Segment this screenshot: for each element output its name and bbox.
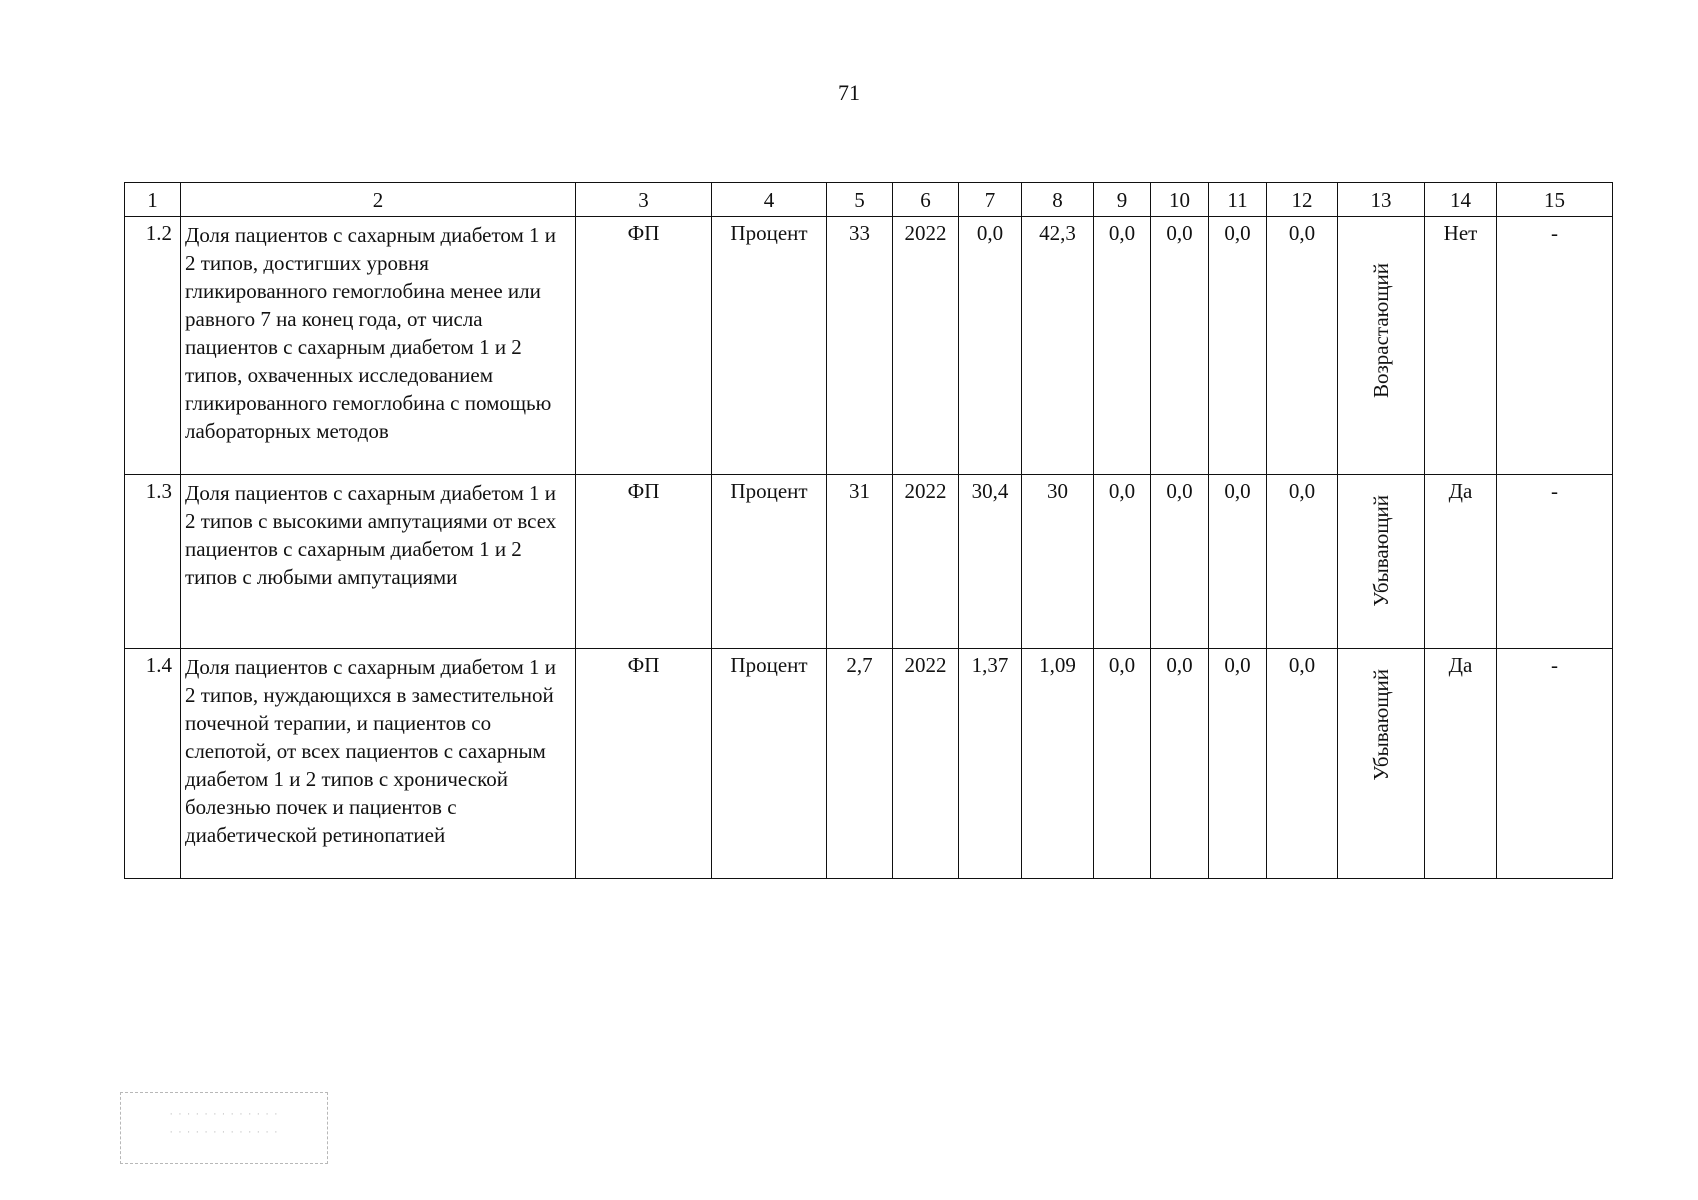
base-year: 2022	[893, 217, 959, 475]
base-year: 2022	[893, 475, 959, 649]
value-col-7: 30,4	[959, 475, 1022, 649]
value-col-12: 0,0	[1267, 217, 1338, 475]
unit-of-measure: Процент	[712, 649, 827, 879]
column-header: 3	[576, 183, 712, 217]
indicator-description: Доля пациентов с сахарным диабетом 1 и 2 типов с высокими ампутациями от всех пациентов с сахарным диабетом 1 и 2 типов с любыми ампутациями	[181, 475, 576, 649]
value-col-15: -	[1497, 217, 1613, 475]
cumulative-flag: Да	[1425, 649, 1497, 879]
base-year: 2022	[893, 649, 959, 879]
value-col-11: 0,0	[1209, 475, 1267, 649]
faded-stamp	[120, 1092, 328, 1164]
column-header: 5	[827, 183, 893, 217]
row-number: 1.3	[125, 475, 181, 649]
page-number: 71	[838, 80, 860, 105]
indicator-description: Доля пациентов с сахарным диабетом 1 и 2 типов, достигших уровня гликированного гемоглобина менее или равного 7 на конец года, от числа пациентов с сахарным диабетом 1 и 2 типов, охваченных исследованием гликированного гемоглобина с помощью лабораторных методов	[181, 217, 576, 475]
value-col-10: 0,0	[1151, 217, 1209, 475]
trend-direction: Возрастающий	[1369, 263, 1393, 399]
column-header: 7	[959, 183, 1022, 217]
cumulative-flag: Нет	[1425, 217, 1497, 475]
value-col-8: 42,3	[1022, 217, 1094, 475]
cumulative-flag: Да	[1425, 475, 1497, 649]
row-number: 1.4	[125, 649, 181, 879]
unit-of-measure: Процент	[712, 217, 827, 475]
value-col-10: 0,0	[1151, 475, 1209, 649]
indicator-level: ФП	[576, 649, 712, 879]
base-value: 2,7	[827, 649, 893, 879]
table-row	[125, 649, 1613, 879]
indicator-level: ФП	[576, 475, 712, 649]
table-row	[125, 217, 1613, 475]
value-col-12: 0,0	[1267, 475, 1338, 649]
column-header: 8	[1022, 183, 1094, 217]
trend-direction-cell	[1338, 649, 1425, 879]
value-col-8: 1,09	[1022, 649, 1094, 879]
column-header: 12	[1267, 183, 1338, 217]
base-value: 33	[827, 217, 893, 475]
column-header: 13	[1338, 183, 1425, 217]
value-col-9: 0,0	[1094, 475, 1151, 649]
trend-direction-cell	[1338, 475, 1425, 649]
value-col-11: 0,0	[1209, 217, 1267, 475]
value-col-7: 1,37	[959, 649, 1022, 879]
value-col-7: 0,0	[959, 217, 1022, 475]
value-col-9: 0,0	[1094, 217, 1151, 475]
stamp-line: · · · · · · · · · · · · ·	[169, 1108, 279, 1120]
value-col-15: -	[1497, 475, 1613, 649]
column-header: 6	[893, 183, 959, 217]
table-row	[125, 475, 1613, 649]
base-value: 31	[827, 475, 893, 649]
indicator-description: Доля пациентов с сахарным диабетом 1 и 2 типов, нуждающихся в заместительной почечной терапии, и пациентов со слепотой, от всех пациентов с сахарным диабетом 1 и 2 типов с хронической болезнью почек и пациентов с диабетической ретинопатией	[181, 649, 576, 879]
indicators-table	[124, 182, 1613, 879]
value-col-15: -	[1497, 649, 1613, 879]
value-col-10: 0,0	[1151, 649, 1209, 879]
value-col-12: 0,0	[1267, 649, 1338, 879]
indicator-level: ФП	[576, 217, 712, 475]
trend-direction: Убывающий	[1369, 669, 1393, 781]
unit-of-measure: Процент	[712, 475, 827, 649]
column-header: 9	[1094, 183, 1151, 217]
column-header: 4	[712, 183, 827, 217]
trend-direction-cell	[1338, 217, 1425, 475]
value-col-9: 0,0	[1094, 649, 1151, 879]
stamp-line: · · · · · · · · · · · · ·	[169, 1126, 279, 1138]
column-header: 14	[1425, 183, 1497, 217]
value-col-8: 30	[1022, 475, 1094, 649]
table-header-row	[125, 183, 1613, 217]
column-header: 11	[1209, 183, 1267, 217]
column-header: 15	[1497, 183, 1613, 217]
row-number: 1.2	[125, 217, 181, 475]
trend-direction: Убывающий	[1369, 495, 1393, 607]
column-header: 2	[181, 183, 576, 217]
value-col-11: 0,0	[1209, 649, 1267, 879]
column-header: 10	[1151, 183, 1209, 217]
column-header: 1	[125, 183, 181, 217]
